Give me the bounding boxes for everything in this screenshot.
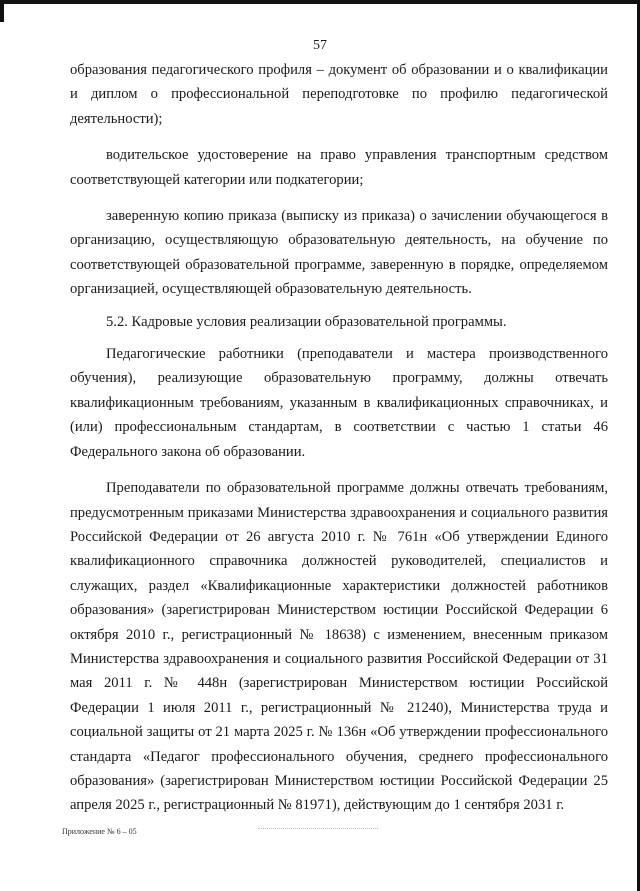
scan-border-left — [0, 0, 4, 22]
paragraph-driver-license: водительское удостоверение на право управления транспортным средством соответствующей категории или подкатегории; — [70, 147, 608, 188]
paragraph-teaching-staff: Педагогические работники (преподаватели и мастера производственного обучения), реализующие образовательную программу, должны отвечать квалификационным требованиям, указанным в квалификационных справочниках, и (или) профессиональным стандартам, в соответствии с частью 1 статьи 46 Федерального закона об образовании. — [70, 346, 608, 460]
scan-border-top — [0, 0, 640, 4]
paragraph-enrollment-order: заверенную копию приказа (выписку из приказа) о зачислении обучающегося в организацию, осуществляющую образовательную деятельность, на обучение по соответствующей образовательной программе, заверенную в порядке, определяемом организацией, осуществляющей образовательную деятельность. — [70, 208, 608, 298]
paragraph-teacher-requirements: Преподаватели по образовательной программе должны отвечать требованиям, предусмотренным приказами Министерства здравоохранения и социального развития Российской Федерации от 26 августа 2010 г. № 761н «Об утверждении Единого квалификационного справочника должностей руководителей, специалистов и служащих, раздел «Квалификационные характеристики должностей работников образования» (зарегистрирован Министерством юстиции Российской Федерации 6 октября 2010 г., регистрационный № 18638) с изменением, внесенным приказом Министерства здравоохранения и социального развития Российской Федерации от 31 мая 2011 г. № 448н (зарегистрирован Министерством юстиции Российской Федерации 1 июля 2011 г., регистрационный № 21240), Министерства труда и социальной защиты от 21 марта 2025 г. № 136н «Об утверждении профессионального стандарта «Педагог профессионального обучения, среднего профессионального образования» (зарегистрирован Министерством юстиции Российской Федерации 25 апреля 2025 г., регистрационный № 81971), действующим до 1 сентября 2031 г. — [70, 480, 608, 814]
page-number: 57 — [313, 38, 327, 53]
footer-annex-label: Приложение № 6 – 05 — [62, 827, 137, 836]
scan-artifact — [258, 828, 378, 830]
document-body — [70, 58, 608, 818]
paragraph-education-docs: образования педагогического профиля – документ об образовании и о квалификации и диплом о профессиональной переподготовке по профилю педагогической деятельности); — [70, 62, 608, 127]
section-heading-5-2: 5.2. Кадровые условия реализации образовательной программы. — [106, 313, 507, 330]
